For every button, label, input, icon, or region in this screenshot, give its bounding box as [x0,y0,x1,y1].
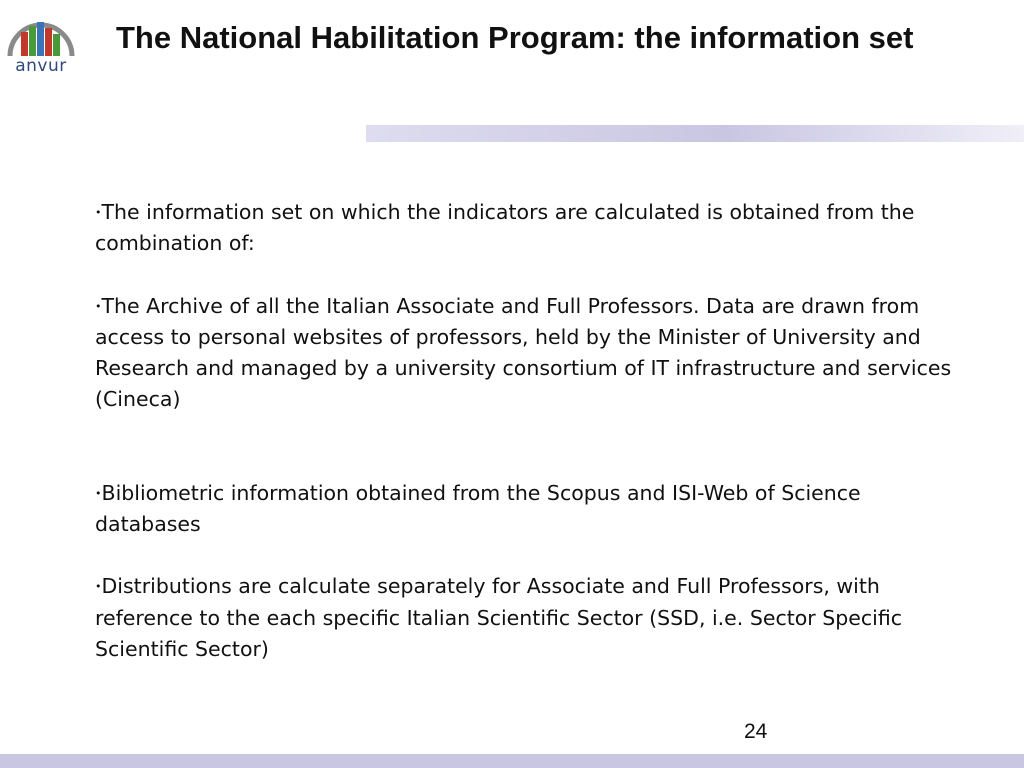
bullet-item [95,571,965,665]
bullet-text: The information set on which the indicators are calculated is obtained from the combination of: [95,200,915,256]
footer-accent-bar [0,754,1024,768]
books-icon [6,18,76,58]
slide-title: The National Habilitation Program: the information set [116,20,914,55]
header-accent-bar [366,125,1024,142]
logo-text: anvur [15,56,67,76]
slide-content [95,197,965,665]
bullet-item [95,197,965,260]
bullet-item [95,478,965,541]
bullet-text: The Archive of all the Italian Associate and Full Professors. Data are drawn from access to personal websites of professors, held by the Minister of University and Research and managed by a university consortium of IT infrastructure and services (Cineca) [95,293,952,412]
page-number: 24 [744,720,768,743]
bullet-marker: • [95,299,102,313]
anvur-logo [6,18,76,76]
bullet-marker: • [95,580,102,594]
bullet-marker: • [95,486,102,500]
bullet-item [95,291,965,416]
bullet-text: Distributions are calculate separately for Associate and Full Professors, with reference to the each specific Italian Scientific Sector (SSD, i.e. Sector Specific Scientific Sector) [95,574,903,661]
bullet-marker: • [95,206,102,219]
bullet-text: Bibliometric information obtained from the Scopus and ISI-Web of Science databases [95,480,861,537]
